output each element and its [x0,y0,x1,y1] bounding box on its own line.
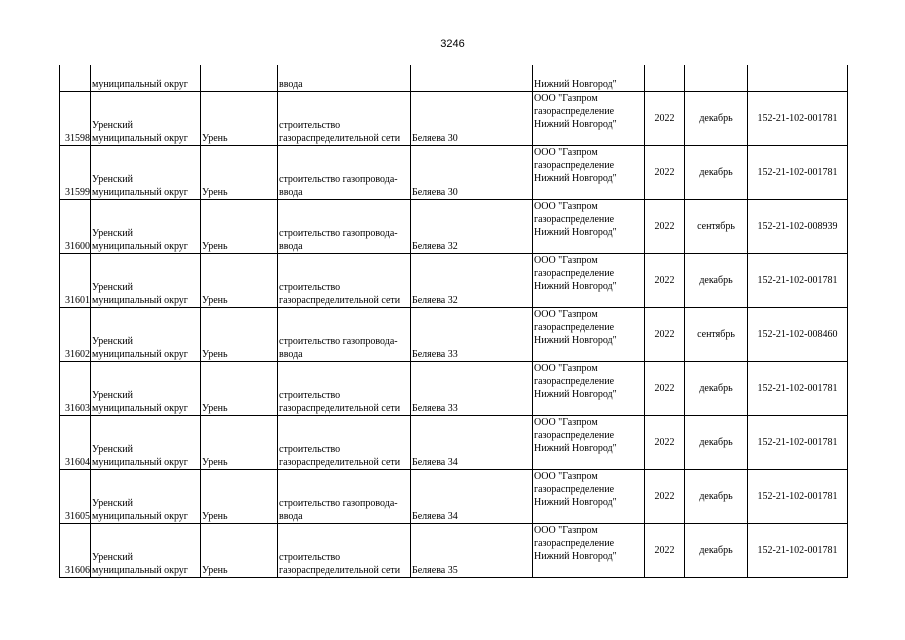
cell-text-org2: газораспределение [534,160,615,171]
cell-month [685,92,748,146]
cell-year [645,308,685,362]
table-row [60,146,848,200]
cell-text-work1: строительство газопровода- [279,174,398,185]
cell-text-code: 152-21-102-001781 [757,437,838,448]
cell-district [91,254,201,308]
cell-text-org1: ООО "Газпром [534,309,598,320]
cell-year [645,146,685,200]
cell-street [411,308,533,362]
cell-text-district1: Уренский [92,120,133,131]
cell-text-town: Урень [202,241,228,252]
cell-text-street: Беляева 35 [412,565,458,576]
cell-org [533,254,645,308]
cell-text-work2: ввода [279,511,303,522]
cell-work [278,308,411,362]
cell-district [91,524,201,578]
cell-text-org3: Нижний Новгород" [534,497,617,508]
cell-work [278,146,411,200]
cell-text-district1: Уренский [92,498,133,509]
cell-district [91,92,201,146]
cell-text-code: 152-21-102-001781 [757,545,838,556]
cell-town [201,416,278,470]
cell-text-code: 152-21-102-008939 [757,221,838,232]
cell-street [411,92,533,146]
cell-text-district1: Уренский [92,282,133,293]
cell-code [748,146,848,200]
cell-street [411,146,533,200]
cell-district [91,308,201,362]
cell-text-month: декабрь [699,167,733,178]
cell-month [685,254,748,308]
cell-text-work2: газораспределительной сети [279,295,401,306]
cell-org [533,524,645,578]
cell-year [645,65,685,92]
cell-text-code: 152-21-102-001781 [757,383,838,394]
cell-text-month: декабрь [699,491,733,502]
cell-text-town: Урень [202,349,228,360]
cell-text-org3: Нижний Новгород" [534,551,617,562]
cell-text-org3: Нижний Новгород" [534,173,617,184]
cell-code [748,362,848,416]
cell-town [201,200,278,254]
cell-text-year: 2022 [654,437,675,448]
cell-text-district1: Уренский [92,444,133,455]
cell-text-year: 2022 [654,545,675,556]
cell-text-num: 31604 [65,457,90,468]
cell-num [60,146,91,200]
cell-text-org1: ООО "Газпром [534,363,598,374]
cell-work [278,200,411,254]
cell-text-work1: строительство газопровода- [279,228,398,239]
cell-text-district1: Уренский [92,174,133,185]
cell-town [201,308,278,362]
cell-text-org2: газораспределение [534,268,615,279]
cell-street [411,524,533,578]
cell-text-month: декабрь [699,383,733,394]
cell-text-org3: Нижний Новгород" [534,335,617,346]
cell-town [201,92,278,146]
cell-month [685,146,748,200]
cell-text-street: Беляева 34 [412,511,458,522]
table-row [60,524,848,578]
cell-text-org2: газораспределение [534,538,615,549]
cell-text-work1: строительство газопровода- [279,336,398,347]
cell-year [645,362,685,416]
cell-text-district2: муниципальный округ [92,565,188,576]
cell-code [748,254,848,308]
cell-district [91,470,201,524]
cell-text-org2: газораспределение [534,484,615,495]
cell-text-num: 31599 [65,187,90,198]
cell-text-month: сентябрь [697,221,735,232]
cell-year [645,524,685,578]
cell-text-street: Беляева 33 [412,403,458,414]
cell-text-org1: ООО "Газпром [534,471,598,482]
cell-text-town: Урень [202,133,228,144]
cell-num [60,92,91,146]
cell-text-org1: ООО "Газпром [534,255,598,266]
cell-text-year: 2022 [654,491,675,502]
cell-text-district1: Уренский [92,552,133,563]
cell-month [685,524,748,578]
cell-town [201,254,278,308]
cell-town [201,524,278,578]
cell-text-district2: муниципальный округ [92,511,188,522]
cell-text-year: 2022 [654,383,675,394]
cell-text-org3: Нижний Новгород" [534,227,617,238]
cell-street [411,362,533,416]
cell-district: муниципальный округ [91,65,201,92]
cell-work [278,416,411,470]
cell-text-district2: муниципальный округ [92,187,188,198]
cell-text-district2: муниципальный округ [92,241,188,252]
cell-text-work2: газораспределительной сети [279,565,401,576]
cell-num [60,524,91,578]
cell-text-district1: Уренский [92,336,133,347]
table-row [60,470,848,524]
gasification-table [59,65,848,578]
cell-street [411,416,533,470]
page-number: 3246 [440,38,465,50]
cell-text-code: 152-21-102-001781 [757,491,838,502]
table-row [60,200,848,254]
cell-code [748,524,848,578]
cell-month [685,308,748,362]
cell-code [748,308,848,362]
cell-text-work2: газораспределительной сети [279,403,401,414]
table-row-continued [60,65,848,92]
cell-text-code: 152-21-102-001781 [757,275,838,286]
cell-text-work2: газораспределительной сети [279,457,401,468]
cell-text-org3: Нижний Новгород" [534,281,617,292]
cell-text-district2: муниципальный округ [92,349,188,360]
cell-text-org2: газораспределение [534,430,615,441]
cell-text-org3: Нижний Новгород" [534,119,617,130]
cell-text-street: Беляева 33 [412,349,458,360]
cell-text-year: 2022 [654,221,675,232]
cell-org [533,470,645,524]
cell-code [748,65,848,92]
cell-text-work1: строительство [279,282,341,293]
cell-text-town: Урень [202,565,228,576]
cell-text-town: Урень [202,295,228,306]
cell-year [645,470,685,524]
cell-org [533,92,645,146]
table-row [60,92,848,146]
cell-num [60,308,91,362]
cell-text-num: 31600 [65,241,90,252]
cell-work: ввода [278,65,411,92]
cell-text-district2: муниципальный округ [92,457,188,468]
cell-text-street: Беляева 32 [412,295,458,306]
cell-text-month: декабрь [699,437,733,448]
cell-text-year: 2022 [654,275,675,286]
cell-month [685,362,748,416]
cell-text-work1: строительство [279,444,341,455]
cell-year [645,92,685,146]
cell-num [60,470,91,524]
cell-num [60,65,91,92]
cell-org [533,200,645,254]
cell-text-num: 31605 [65,511,90,522]
cell-code [748,416,848,470]
cell-text-work1: строительство [279,120,341,131]
cell-code [748,470,848,524]
cell-street [411,200,533,254]
cell-month [685,200,748,254]
cell-text-street: Беляева 30 [412,187,458,198]
cell-town [201,65,278,92]
cell-text-org2: газораспределение [534,106,615,117]
cell-year [645,200,685,254]
cell-text-org1: ООО "Газпром [534,417,598,428]
cell-num [60,362,91,416]
cell-text-org1: ООО "Газпром [534,93,598,104]
cell-text-work1: строительство [279,552,341,563]
cell-street [411,254,533,308]
cell-text-org2: газораспределение [534,322,615,333]
cell-text-work2: ввода [279,187,303,198]
cell-text-street: Беляева 34 [412,457,458,468]
cell-text-work2: ввода [279,349,303,360]
cell-year [645,416,685,470]
cell-text-code: 152-21-102-001781 [757,113,838,124]
cell-district [91,416,201,470]
table-row [60,362,848,416]
cell-num [60,200,91,254]
cell-work [278,92,411,146]
cell-text-org1: ООО "Газпром [534,525,598,536]
cell-text-org2: газораспределение [534,214,615,225]
cell-work [278,362,411,416]
cell-text-district2: муниципальный округ [92,295,188,306]
cell-text-work1: строительство газопровода- [279,498,398,509]
cell-text-work2: газораспределительной сети [279,133,401,144]
cell-text-town: Урень [202,403,228,414]
cell-text-num: 31603 [65,403,90,414]
cell-district [91,200,201,254]
cell-text-org1: ООО "Газпром [534,147,598,158]
cell-text-org3: Нижний Новгород" [534,389,617,400]
cell-text-work1: строительство [279,390,341,401]
cell-text-org1: ООО "Газпром [534,201,598,212]
cell-text-district2: муниципальный округ [92,403,188,414]
cell-text-work2: ввода [279,241,303,252]
cell-text-district1: Уренский [92,228,133,239]
cell-street [411,65,533,92]
cell-org [533,362,645,416]
cell-code [748,200,848,254]
cell-text-year: 2022 [654,113,675,124]
cell-text-month: декабрь [699,275,733,286]
cell-text-num: 31598 [65,133,90,144]
cell-org: Нижний Новгород" [533,65,645,92]
cell-text-month: декабрь [699,113,733,124]
cell-text-town: Урень [202,457,228,468]
cell-text-year: 2022 [654,329,675,340]
cell-text-num: 31606 [65,565,90,576]
cell-work [278,254,411,308]
table-row [60,416,848,470]
cell-text-district1: Уренский [92,390,133,401]
cell-street [411,470,533,524]
cell-district [91,362,201,416]
cell-org [533,308,645,362]
cell-num [60,254,91,308]
cell-month [685,470,748,524]
cell-text-month: сентябрь [697,329,735,340]
cell-town [201,362,278,416]
cell-month [685,65,748,92]
cell-text-street: Беляева 32 [412,241,458,252]
cell-text-num: 31601 [65,295,90,306]
cell-year [645,254,685,308]
cell-town [201,146,278,200]
cell-district [91,146,201,200]
cell-text-district2: муниципальный округ [92,133,188,144]
cell-month [685,416,748,470]
cell-text-town: Урень [202,187,228,198]
cell-org [533,146,645,200]
cell-text-year: 2022 [654,167,675,178]
cell-num [60,416,91,470]
cell-town [201,470,278,524]
cell-code [748,92,848,146]
cell-text-org2: газораспределение [534,376,615,387]
cell-work [278,524,411,578]
cell-text-code: 152-21-102-008460 [757,329,838,340]
cell-text-num: 31602 [65,349,90,360]
cell-text-month: декабрь [699,545,733,556]
cell-text-org3: Нижний Новгород" [534,443,617,454]
table-row [60,254,848,308]
cell-org [533,416,645,470]
cell-text-street: Беляева 30 [412,133,458,144]
cell-work [278,470,411,524]
table-row [60,308,848,362]
cell-text-town: Урень [202,511,228,522]
cell-text-code: 152-21-102-001781 [757,167,838,178]
